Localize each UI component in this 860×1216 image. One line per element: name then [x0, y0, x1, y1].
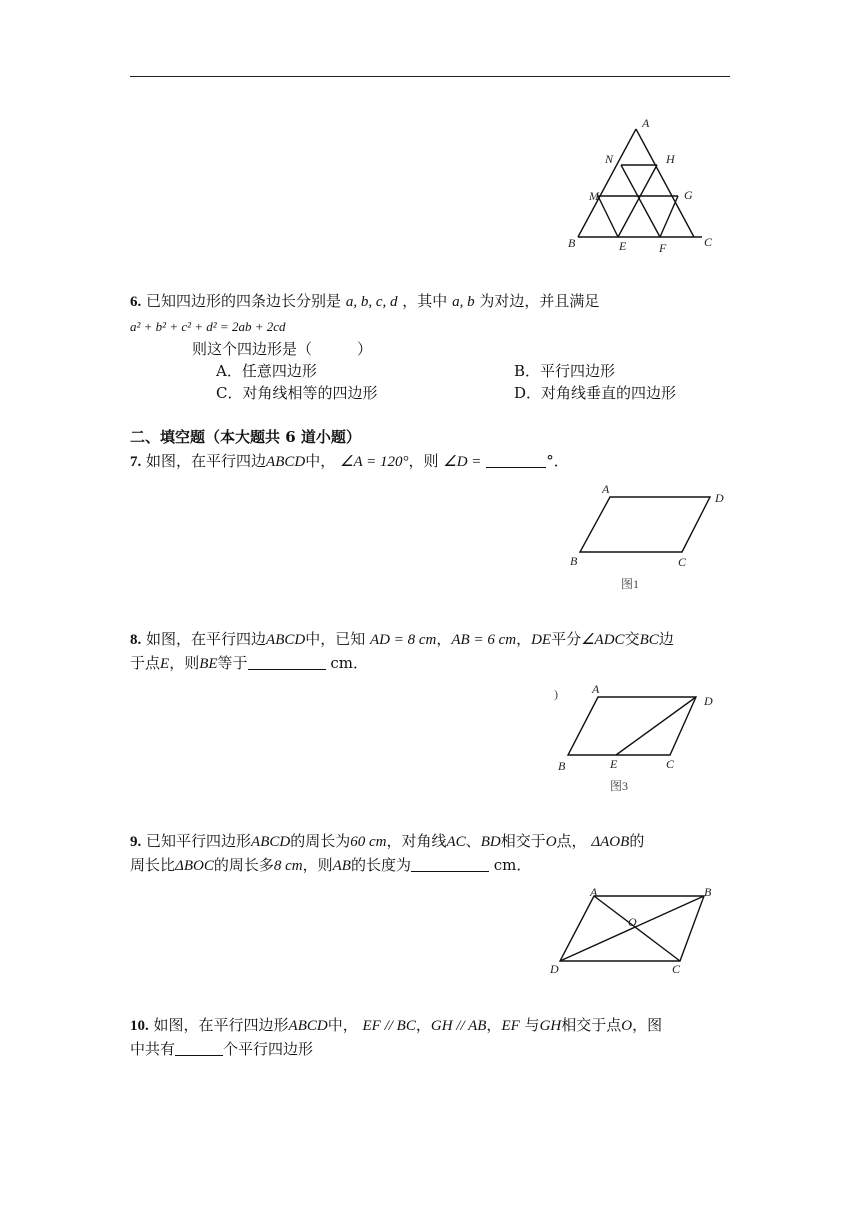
- fig9-label-O: O: [628, 915, 637, 929]
- fig3-label-B: B: [558, 759, 566, 773]
- fig9-label-B: B: [704, 885, 712, 899]
- fig1-label-A: A: [602, 482, 610, 496]
- fig3-label-C: C: [666, 757, 675, 771]
- figure-3: [548, 682, 728, 794]
- figure-q9: [544, 884, 724, 980]
- label-E: E: [619, 239, 627, 253]
- q9-answer-blank[interactable]: [411, 857, 489, 872]
- triangle-figure: [560, 112, 730, 260]
- q10-answer-blank[interactable]: [175, 1041, 223, 1056]
- q9-line2: 周长比ΔBOC的周长多8 cm，则AB的长度为 cm．: [130, 856, 532, 874]
- fig1-label-D: D: [715, 491, 724, 505]
- label-C: C: [704, 235, 713, 249]
- fig9-label-D: D: [550, 962, 559, 976]
- fig9-label-C: C: [672, 962, 681, 976]
- label-A: A: [642, 116, 650, 130]
- q10-line1: 10. 如图，在平行四边形ABCD中， EF // BC，GH // AB，EF 与GH相交于点O，图: [130, 1016, 663, 1034]
- fig3-label-A: A: [592, 682, 600, 696]
- figure-1: [560, 480, 740, 595]
- q8-answer-blank[interactable]: [248, 655, 326, 670]
- q7-line: 7. 如图，在平行四边ABCD中， ∠A = 120°，则 ∠D = °．: [130, 452, 569, 470]
- header-rule: [130, 76, 730, 77]
- fig1-label-C: C: [678, 555, 687, 569]
- fig1-caption: 图1: [621, 577, 640, 591]
- q6-question: 则这个四边形是（ ）: [192, 340, 373, 358]
- fig3-label-D: D: [704, 694, 713, 708]
- fig3-caption: 图3: [610, 779, 629, 793]
- q8-line2: 于点E，则BE等于 cm．: [130, 654, 368, 672]
- q7-answer-blank[interactable]: [486, 453, 546, 468]
- label-M: M: [589, 189, 599, 203]
- fig9-label-A: A: [590, 885, 598, 899]
- fig3-mark: ): [554, 687, 558, 701]
- q6-equation: a² + b² + c² + d² = 2ab + 2cd: [130, 319, 286, 334]
- q6-line1: 6. 已知四边形的四条边长分别是 a, b, c, d ，其中 a, b 为对边，并且满足: [130, 292, 600, 310]
- q8-line1: 8. 如图，在平行四边ABCD中，已知 AD = 8 cm，AB = 6 cm，DE平分∠ADC交BC边: [130, 630, 674, 648]
- label-F: F: [659, 241, 667, 255]
- label-N: N: [605, 152, 614, 166]
- label-B: B: [568, 236, 576, 250]
- q6-option-d: D．对角线垂直的四边形: [514, 384, 677, 402]
- fig1-label-B: B: [570, 554, 578, 568]
- label-G: G: [684, 188, 693, 202]
- section-title: 二、填空题（本大题共 6 道小题）: [130, 428, 361, 446]
- q6-option-c: C．对角线相等的四边形: [216, 384, 378, 402]
- q6-option-b: B．平行四边形: [514, 362, 616, 380]
- label-H: H: [666, 152, 675, 166]
- q10-line2: 中共有 个平行四边形: [130, 1040, 314, 1058]
- fig3-label-E: E: [610, 757, 618, 771]
- q9-line1: 9. 已知平行四边形ABCD的周长为60 cm，对角线AC、BD相交于O点， ΔAOB的: [130, 832, 645, 850]
- q6-option-a: A．任意四边形: [216, 362, 317, 380]
